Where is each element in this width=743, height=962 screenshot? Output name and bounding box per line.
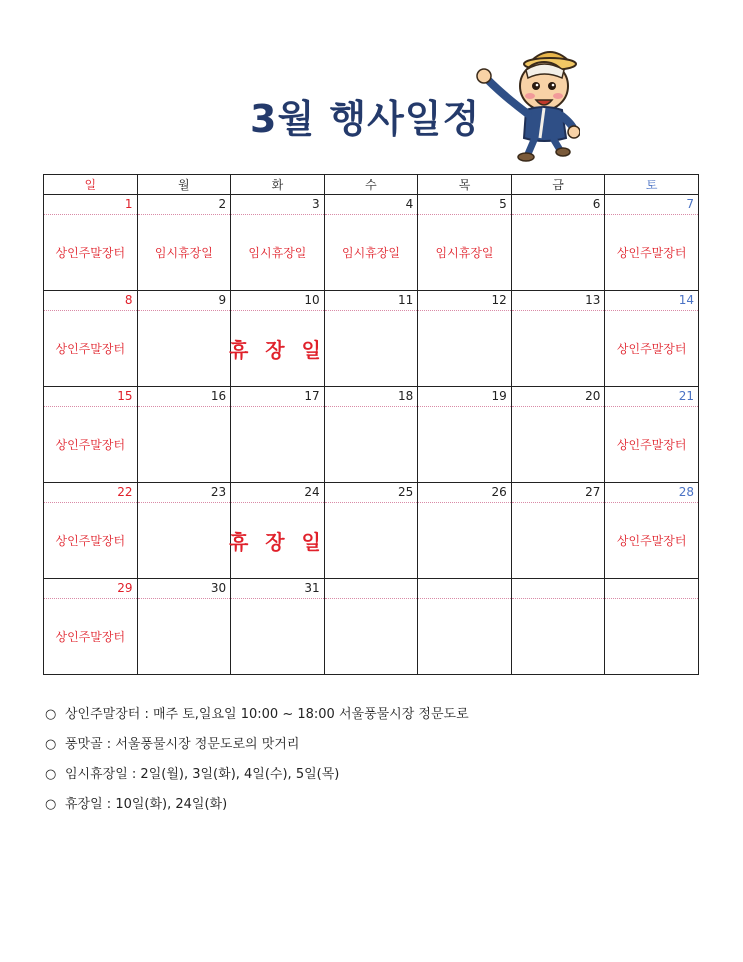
calendar-day-cell xyxy=(44,291,138,387)
day-event: 상인주말장터 xyxy=(616,245,687,260)
weekday-header-row xyxy=(44,175,699,195)
calendar-week-row xyxy=(44,483,699,579)
day-event: 임시휴장일 xyxy=(154,245,213,260)
note-item xyxy=(45,700,469,730)
calendar-day-cell xyxy=(418,483,512,579)
day-number: 28 xyxy=(605,483,698,503)
day-event xyxy=(605,599,698,673)
day-number: 16 xyxy=(138,387,231,407)
day-event xyxy=(138,503,231,577)
day-event xyxy=(512,503,605,577)
day-number: 10 xyxy=(231,291,324,311)
day-number: 1 xyxy=(44,195,137,215)
calendar-day-cell xyxy=(44,387,138,483)
day-number: 2 xyxy=(138,195,231,215)
calendar-day-cell xyxy=(44,195,138,291)
day-event: 휴 장 일 xyxy=(228,337,326,362)
day-number: 4 xyxy=(325,195,418,215)
day-number: 29 xyxy=(44,579,137,599)
calendar-day-cell xyxy=(511,387,605,483)
day-number: 19 xyxy=(418,387,511,407)
calendar-day-cell xyxy=(511,579,605,675)
note-text: 상인주말장터 : 매주 토,일요일 10:00 ~ 18:00 서울풍물시장 정문도로 xyxy=(65,707,469,722)
day-number: 3 xyxy=(231,195,324,215)
note-text: 휴장일 : 10일(화), 24일(화) xyxy=(65,797,228,812)
calendar-day-cell xyxy=(605,195,699,291)
calendar-day-cell xyxy=(231,195,325,291)
day-number xyxy=(418,579,511,599)
day-number: 21 xyxy=(605,387,698,407)
calendar-day-cell xyxy=(137,387,231,483)
day-number: 18 xyxy=(325,387,418,407)
day-number: 23 xyxy=(138,483,231,503)
day-event xyxy=(512,215,605,289)
calendar-day-cell xyxy=(418,579,512,675)
calendar-day-cell xyxy=(324,579,418,675)
calendar-day-cell xyxy=(324,387,418,483)
weekday-header-tue: 화 xyxy=(231,175,325,195)
bullet-circle-icon: ○ xyxy=(45,707,57,722)
weekday-header-fri: 금 xyxy=(511,175,605,195)
calendar-week-row xyxy=(44,579,699,675)
day-number: 31 xyxy=(231,579,324,599)
calendar-day-cell xyxy=(418,387,512,483)
day-number: 26 xyxy=(418,483,511,503)
calendar-day-cell xyxy=(137,483,231,579)
calendar-day-cell xyxy=(231,387,325,483)
weekday-header-sat: 토 xyxy=(605,175,699,195)
day-number: 24 xyxy=(231,483,324,503)
day-event xyxy=(512,599,605,673)
day-event: 상인주말장터 xyxy=(616,341,687,356)
calendar-day-cell xyxy=(418,291,512,387)
note-item xyxy=(45,730,469,760)
day-event xyxy=(325,311,418,385)
calendar-day-cell xyxy=(511,195,605,291)
day-event: 임시휴장일 xyxy=(248,245,307,260)
day-event xyxy=(325,599,418,673)
day-event xyxy=(418,503,511,577)
day-event xyxy=(231,407,324,481)
day-number: 13 xyxy=(512,291,605,311)
day-number xyxy=(605,579,698,599)
day-event: 상인주말장터 xyxy=(55,245,126,260)
calendar-day-cell xyxy=(605,579,699,675)
note-text: 풍맛골 : 서울풍물시장 정문도로의 맛거리 xyxy=(65,737,300,752)
day-number: 15 xyxy=(44,387,137,407)
calendar-day-cell xyxy=(605,291,699,387)
page-title: 3월 행사일정 xyxy=(250,97,481,141)
bullet-circle-icon: ○ xyxy=(45,767,57,782)
mascot-character-icon xyxy=(468,40,580,162)
day-number: 11 xyxy=(325,291,418,311)
calendar-day-cell xyxy=(44,579,138,675)
day-event: 상인주말장터 xyxy=(55,629,126,644)
day-event: 임시휴장일 xyxy=(341,245,400,260)
day-number: 27 xyxy=(512,483,605,503)
weekday-header-sun: 일 xyxy=(44,175,138,195)
day-event xyxy=(325,407,418,481)
calendar-day-cell xyxy=(228,483,326,579)
calendar-day-cell xyxy=(44,483,138,579)
calendar-week-row xyxy=(44,387,699,483)
calendar-day-cell xyxy=(324,195,418,291)
weekday-header-thu: 목 xyxy=(418,175,512,195)
day-number xyxy=(325,579,418,599)
day-number: 9 xyxy=(138,291,231,311)
calendar-day-cell xyxy=(418,195,512,291)
day-event: 상인주말장터 xyxy=(55,437,126,452)
day-number: 17 xyxy=(231,387,324,407)
calendar-day-cell xyxy=(137,291,231,387)
calendar-day-cell xyxy=(228,291,326,387)
day-number: 12 xyxy=(418,291,511,311)
day-event xyxy=(138,407,231,481)
note-text: 임시휴장일 : 2일(월), 3일(화), 4일(수), 5일(목) xyxy=(65,767,340,782)
calendar-day-cell xyxy=(231,579,325,675)
calendar-day-cell xyxy=(605,387,699,483)
day-number: 30 xyxy=(138,579,231,599)
day-event: 상인주말장터 xyxy=(616,533,687,548)
bullet-circle-icon: ○ xyxy=(45,797,57,812)
calendar-week-row xyxy=(44,291,699,387)
day-event: 상인주말장터 xyxy=(55,341,126,356)
day-event xyxy=(325,503,418,577)
calendar-day-cell xyxy=(511,483,605,579)
day-number: 22 xyxy=(44,483,137,503)
calendar-day-cell xyxy=(511,291,605,387)
calendar-day-cell xyxy=(324,291,418,387)
day-event: 임시휴장일 xyxy=(435,245,494,260)
day-event xyxy=(512,407,605,481)
day-event xyxy=(231,599,324,673)
bullet-circle-icon: ○ xyxy=(45,737,57,752)
day-event xyxy=(418,407,511,481)
day-event: 상인주말장터 xyxy=(616,437,687,452)
day-number: 7 xyxy=(605,195,698,215)
weekday-header-mon: 월 xyxy=(137,175,231,195)
day-event xyxy=(138,599,231,673)
weekday-header-wed: 수 xyxy=(324,175,418,195)
day-number: 6 xyxy=(512,195,605,215)
day-event xyxy=(512,311,605,385)
day-event: 휴 장 일 xyxy=(228,529,326,554)
calendar-day-cell xyxy=(137,195,231,291)
day-event xyxy=(138,311,231,385)
day-event xyxy=(418,599,511,673)
day-number: 20 xyxy=(512,387,605,407)
calendar-day-cell xyxy=(324,483,418,579)
day-number xyxy=(512,579,605,599)
day-number: 14 xyxy=(605,291,698,311)
calendar-day-cell xyxy=(605,483,699,579)
note-item xyxy=(45,790,469,820)
calendar-table xyxy=(43,174,699,675)
calendar-week-row xyxy=(44,195,699,291)
day-number: 25 xyxy=(325,483,418,503)
note-item xyxy=(45,760,469,790)
day-event xyxy=(418,311,511,385)
day-number: 8 xyxy=(44,291,137,311)
notes-list xyxy=(45,700,469,820)
day-number: 5 xyxy=(418,195,511,215)
day-event: 상인주말장터 xyxy=(55,533,126,548)
calendar-day-cell xyxy=(137,579,231,675)
